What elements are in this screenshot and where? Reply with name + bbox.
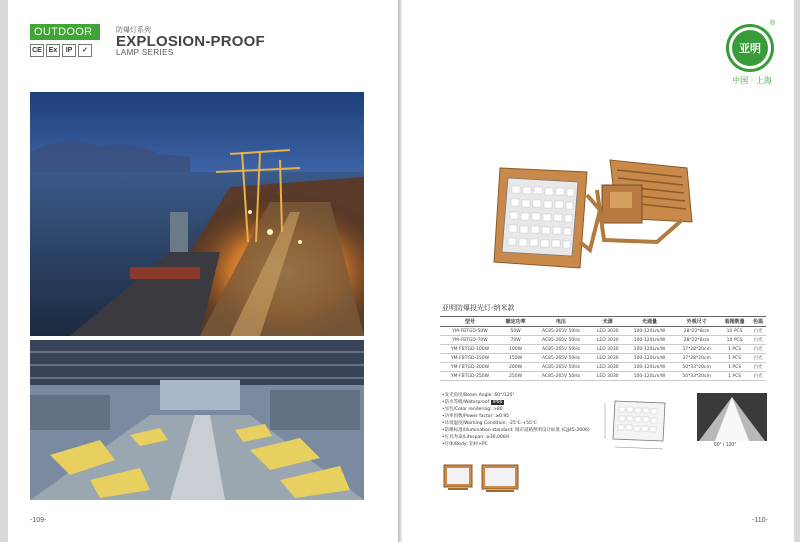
table-cell: AC85-265V 50Hz [531, 363, 591, 372]
table-cell: 白光 [750, 336, 766, 345]
table-cell: YM-FBTGD-250W [440, 372, 500, 381]
table-cell: 50*33*20cm [674, 372, 719, 381]
table-row [440, 327, 766, 336]
table-cell: 37*28*20cm [674, 345, 719, 354]
spec-table-header [440, 317, 766, 327]
table-row [440, 354, 766, 363]
header-model: 型号 [440, 317, 500, 327]
table-cell: LED 3030 [591, 345, 625, 354]
certification-row [30, 44, 92, 57]
ip-mark-icon: IP [62, 44, 76, 57]
ip-rating-badge: IP66 [492, 400, 503, 405]
quality-mark-icon: ✓ [78, 44, 92, 57]
feature-item: •防爆标准/Illumination standard: 城市道路照明设计标准 (CJJ45-2006) [442, 428, 590, 433]
table-cell: 1 PCS [719, 345, 750, 354]
brand-location: 中国 · 上海 [732, 76, 772, 85]
right-page [402, 0, 794, 542]
table-cell: LED 3030 [591, 372, 625, 381]
left-page [8, 0, 398, 542]
left-page-number: -109- [30, 517, 47, 524]
registered-mark: ® [770, 20, 776, 27]
table-cell: AC85-265V 50Hz [531, 354, 591, 363]
header-light-source: 光源 [591, 317, 625, 327]
right-page-number: -110- [752, 517, 768, 524]
feature-item: •灯体/Body: 铝材+PC [442, 442, 488, 447]
feature-item: •显色/Color rendering: >80 [442, 407, 503, 412]
table-cell: 150W [500, 354, 531, 363]
table-cell: LED 3030 [591, 354, 625, 363]
table-row [440, 363, 766, 372]
header-power: 额定功率 [500, 317, 531, 327]
table-cell: 37*28*20cm [674, 354, 719, 363]
aircraft-hangar-photo [30, 340, 364, 500]
table-cell: 白光 [750, 354, 766, 363]
table-cell: 100-120Lm/W [625, 372, 675, 381]
table-cell: YM-FBTGD-50W [440, 327, 500, 336]
brand-logo [726, 24, 774, 72]
feature-item: •环境温度/Working Condition: -25℃-+55℃ [442, 421, 537, 426]
table-cell: YM-FBTGD-200W [440, 363, 500, 372]
table-row [440, 345, 766, 354]
table-cell: YM-FBTGD-150W [440, 354, 500, 363]
header-luminous-flux: 光通量 [625, 317, 675, 327]
table-cell: LED 3030 [591, 327, 625, 336]
header-dimensions: 外观尺寸 [674, 317, 719, 327]
feature-list [442, 392, 590, 448]
table-cell: 白光 [750, 345, 766, 354]
table-cell: 1 PCS [719, 354, 750, 363]
ce-mark-icon: CE [30, 44, 44, 57]
table-cell: AC85-265V 50Hz [531, 372, 591, 381]
table-row [440, 372, 766, 381]
table-cell: 100-120Lm/W [625, 327, 675, 336]
category-tag: OUTDOOR [30, 24, 100, 40]
table-row [440, 336, 766, 345]
feature-item: •防水等级/Waterproof IP66 [442, 400, 503, 405]
spec-table [440, 316, 766, 381]
table-cell: 100-120Lm/W [625, 336, 675, 345]
dimension-drawing [597, 393, 677, 453]
series-chinese-title: 防爆灯系列 [116, 27, 151, 34]
table-cell: 白光 [750, 363, 766, 372]
table-cell: 100W [500, 345, 531, 354]
floodlight-product-image [492, 150, 702, 280]
table-cell: 白光 [750, 327, 766, 336]
table-cell: 1 PCS [719, 372, 750, 381]
product-thumbnail-large [480, 463, 520, 493]
header-color-temp: 色温 [750, 317, 766, 327]
table-cell: 100-120Lm/W [625, 363, 675, 372]
header-voltage: 电压 [531, 317, 591, 327]
product-thumbnail-small [442, 463, 474, 493]
table-cell: 100-120Lm/W [625, 345, 675, 354]
series-title: EXPLOSION-PROOF [116, 33, 265, 50]
table-cell: 10 PCS [719, 327, 750, 336]
table-cell: AC85-265V 50Hz [531, 336, 591, 345]
table-cell: 28*22*8cm [674, 336, 719, 345]
feature-item: •发光角度/Beam Angle: 60°/120° [442, 393, 515, 398]
table-cell: 250W [500, 372, 531, 381]
table-cell: 28*22*8cm [674, 327, 719, 336]
table-cell: 1 PCS [719, 363, 750, 372]
product-name: 亚明防爆投光灯-纳米款 [442, 304, 515, 312]
feature-item: •功率因数/Power factor: ≥0.95 [442, 414, 510, 419]
header-packing-qty: 装箱数量 [719, 317, 750, 327]
harbor-night-photo [30, 92, 364, 336]
series-subtitle: LAMP SERIES [116, 48, 174, 57]
table-cell: 200W [500, 363, 531, 372]
table-cell: 白光 [750, 372, 766, 381]
feature-item: •灯具寿命/Lifespan: ≥30,000H [442, 435, 509, 440]
table-cell: 100-120Lm/W [625, 354, 675, 363]
table-cell: AC85-265V 50Hz [531, 327, 591, 336]
beam-angle-label: 60° / 120° [714, 442, 737, 448]
table-cell: YM-FBTGD-70W [440, 336, 500, 345]
brand-logo-text: 亚明 [732, 30, 768, 66]
table-cell: YM-FBTGD-100W [440, 345, 500, 354]
beam-angle-illustration [697, 393, 767, 441]
ex-mark-icon: Ex [46, 44, 60, 57]
table-cell: 50W [500, 327, 531, 336]
table-cell: 70W [500, 336, 531, 345]
table-cell: LED 3030 [591, 363, 625, 372]
table-cell: 10 PCS [719, 336, 750, 345]
table-cell: LED 3030 [591, 336, 625, 345]
table-cell: 50*33*20cm [674, 363, 719, 372]
table-cell: AC85-265V 50Hz [531, 345, 591, 354]
